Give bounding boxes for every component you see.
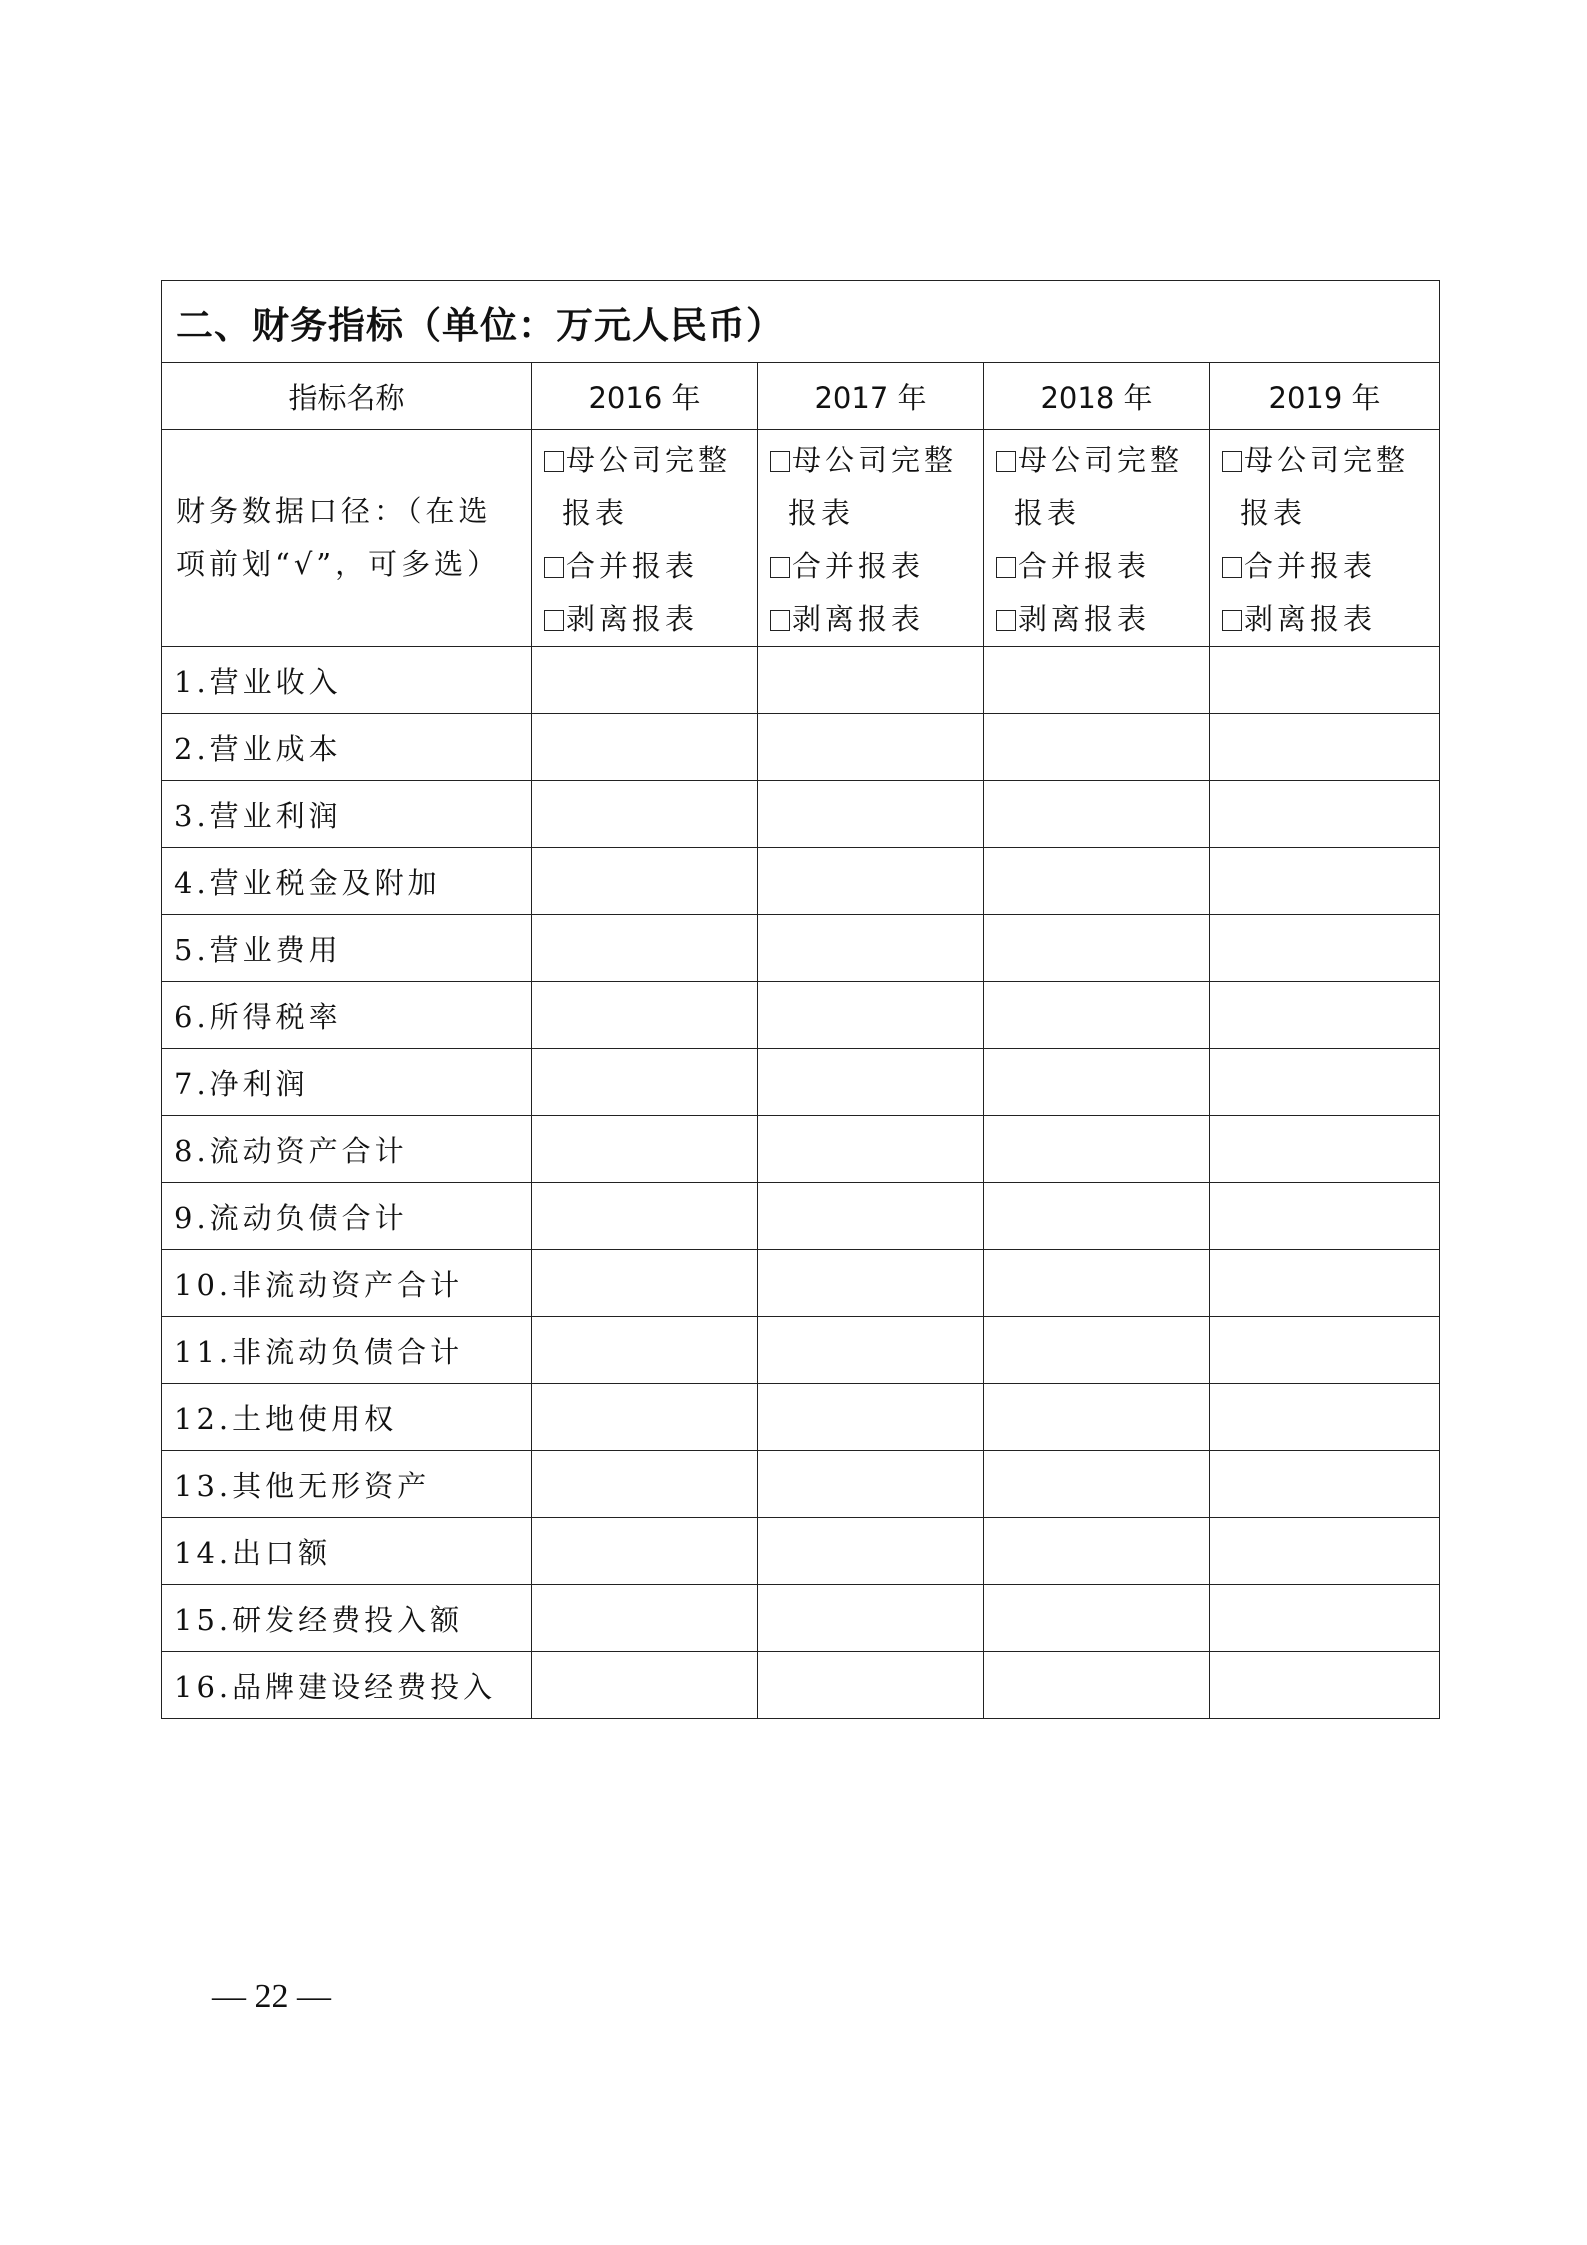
table-row [162, 1116, 1440, 1183]
value-cell-2016[interactable] [532, 1183, 758, 1250]
checkbox-consolidated[interactable] [1222, 557, 1242, 578]
table-row [162, 1183, 1440, 1250]
value-cell-2017[interactable] [758, 1049, 984, 1116]
checkbox-parent-company[interactable] [770, 451, 790, 472]
table-row [162, 1518, 1440, 1585]
option-carve-out[interactable] [544, 593, 753, 646]
value-cell-2016[interactable] [532, 848, 758, 915]
indicator-label: 6.所得税率 [162, 982, 532, 1049]
table-row [162, 781, 1440, 848]
table-row [162, 982, 1440, 1049]
value-cell-2019[interactable] [1210, 1183, 1440, 1250]
value-cell-2019[interactable] [1210, 848, 1440, 915]
table-row [162, 1250, 1440, 1317]
header-year-2019: 2019 年 [1210, 363, 1440, 430]
indicator-label: 3.营业利润 [162, 781, 532, 848]
indicator-label: 5.营业费用 [162, 915, 532, 982]
indicator-label: 12.土地使用权 [162, 1384, 532, 1451]
value-cell-2018[interactable] [984, 1116, 1210, 1183]
value-cell-2019[interactable] [1210, 915, 1440, 982]
option-label: 合并报表 [792, 549, 925, 583]
indicator-label: 11.非流动负债合计 [162, 1317, 532, 1384]
checkbox-carve-out[interactable] [770, 610, 790, 631]
indicator-rows [162, 647, 1440, 1719]
indicator-label: 9.流动负债合计 [162, 1183, 532, 1250]
table-row [162, 1585, 1440, 1652]
value-cell-2016[interactable] [532, 1049, 758, 1116]
value-cell-2016[interactable] [532, 1384, 758, 1451]
value-cell-2018[interactable] [984, 982, 1210, 1049]
value-cell-2017[interactable] [758, 1317, 984, 1384]
option-parent-company-full[interactable] [996, 434, 1205, 487]
option-label: 母公司完整 [1244, 443, 1410, 477]
option-consolidated[interactable] [770, 540, 979, 593]
value-cell-2017[interactable] [758, 915, 984, 982]
value-cell-2016[interactable] [532, 1451, 758, 1518]
indicator-label: 14.出口额 [162, 1518, 532, 1585]
checkbox-parent-company[interactable] [996, 451, 1016, 472]
value-cell-2017[interactable] [758, 1585, 984, 1652]
scope-options-2019 [1210, 430, 1440, 647]
value-cell-2019[interactable] [1210, 1451, 1440, 1518]
header-year-2018: 2018 年 [984, 363, 1210, 430]
value-cell-2017[interactable] [758, 1451, 984, 1518]
data-scope-label-line: 项前划“√”，可多选） [176, 547, 501, 581]
value-cell-2017[interactable] [758, 1384, 984, 1451]
value-cell-2019[interactable] [1210, 1652, 1440, 1719]
checkbox-parent-company[interactable] [544, 451, 564, 472]
option-label-continued: 报表 [788, 496, 855, 530]
value-cell-2019[interactable] [1210, 647, 1440, 714]
option-parent-company-full[interactable] [1222, 434, 1435, 487]
table-row [162, 915, 1440, 982]
page-number: — 22 — [212, 1978, 331, 2015]
checkbox-carve-out[interactable] [1222, 610, 1242, 631]
value-cell-2016[interactable] [532, 1250, 758, 1317]
indicator-label: 4.营业税金及附加 [162, 848, 532, 915]
value-cell-2016[interactable] [532, 1518, 758, 1585]
indicator-label: 16.品牌建设经费投入 [162, 1652, 532, 1719]
option-label: 母公司完整 [792, 443, 958, 477]
value-cell-2016[interactable] [532, 714, 758, 781]
value-cell-2018[interactable] [984, 848, 1210, 915]
value-cell-2019[interactable] [1210, 1116, 1440, 1183]
indicator-label: 13.其他无形资产 [162, 1451, 532, 1518]
scope-options-2017 [758, 430, 984, 647]
value-cell-2016[interactable] [532, 915, 758, 982]
option-carve-out[interactable] [996, 593, 1205, 646]
value-cell-2016[interactable] [532, 647, 758, 714]
checkbox-consolidated[interactable] [996, 557, 1016, 578]
option-label: 剥离报表 [566, 602, 699, 636]
option-parent-company-full[interactable] [544, 434, 753, 487]
option-label: 剥离报表 [1244, 602, 1377, 636]
value-cell-2018[interactable] [984, 1451, 1210, 1518]
option-label-continued: 报表 [1240, 496, 1307, 530]
value-cell-2017[interactable] [758, 1250, 984, 1317]
option-label: 合并报表 [1244, 549, 1377, 583]
option-label: 母公司完整 [1018, 443, 1184, 477]
table-row [162, 714, 1440, 781]
option-label: 母公司完整 [566, 443, 732, 477]
table-row [162, 647, 1440, 714]
value-cell-2017[interactable] [758, 1518, 984, 1585]
checkbox-carve-out[interactable] [544, 610, 564, 631]
table-title: 二、财务指标（单位：万元人民币） [162, 281, 1440, 363]
value-cell-2018[interactable] [984, 1384, 1210, 1451]
option-label: 合并报表 [566, 549, 699, 583]
value-cell-2019[interactable] [1210, 714, 1440, 781]
value-cell-2018[interactable] [984, 1183, 1210, 1250]
value-cell-2019[interactable] [1210, 781, 1440, 848]
value-cell-2016[interactable] [532, 1116, 758, 1183]
option-label-continued: 报表 [562, 496, 629, 530]
option-label: 合并报表 [1018, 549, 1151, 583]
header-year-2016: 2016 年 [532, 363, 758, 430]
data-scope-row [162, 430, 1440, 647]
table-row [162, 1384, 1440, 1451]
option-label: 剥离报表 [792, 602, 925, 636]
value-cell-2019[interactable] [1210, 1317, 1440, 1384]
value-cell-2019[interactable] [1210, 982, 1440, 1049]
option-consolidated[interactable] [1222, 540, 1435, 593]
value-cell-2016[interactable] [532, 1317, 758, 1384]
value-cell-2017[interactable] [758, 848, 984, 915]
table-row [162, 1451, 1440, 1518]
table-title-row [162, 281, 1440, 363]
table-row [162, 1317, 1440, 1384]
value-cell-2017[interactable] [758, 1116, 984, 1183]
checkbox-carve-out[interactable] [996, 610, 1016, 631]
value-cell-2016[interactable] [532, 1652, 758, 1719]
value-cell-2018[interactable] [984, 781, 1210, 848]
table-row [162, 1652, 1440, 1719]
value-cell-2018[interactable] [984, 1585, 1210, 1652]
financial-indicators-table [161, 280, 1440, 1719]
value-cell-2017[interactable] [758, 781, 984, 848]
value-cell-2019[interactable] [1210, 1049, 1440, 1116]
value-cell-2018[interactable] [984, 714, 1210, 781]
option-carve-out[interactable] [770, 593, 979, 646]
option-carve-out[interactable] [1222, 593, 1435, 646]
value-cell-2019[interactable] [1210, 1585, 1440, 1652]
value-cell-2018[interactable] [984, 1250, 1210, 1317]
table-row [162, 848, 1440, 915]
checkbox-parent-company[interactable] [1222, 451, 1242, 472]
option-parent-company-full[interactable] [770, 434, 979, 487]
value-cell-2018[interactable] [984, 1317, 1210, 1384]
option-consolidated[interactable] [544, 540, 753, 593]
value-cell-2017[interactable] [758, 647, 984, 714]
value-cell-2017[interactable] [758, 714, 984, 781]
value-cell-2017[interactable] [758, 982, 984, 1049]
value-cell-2019[interactable] [1210, 1250, 1440, 1317]
option-label: 剥离报表 [1018, 602, 1151, 636]
indicator-label: 8.流动资产合计 [162, 1116, 532, 1183]
option-consolidated[interactable] [996, 540, 1205, 593]
option-label-continued: 报表 [1014, 496, 1081, 530]
header-indicator-name: 指标名称 [162, 363, 532, 430]
value-cell-2016[interactable] [532, 781, 758, 848]
value-cell-2018[interactable] [984, 1652, 1210, 1719]
value-cell-2017[interactable] [758, 1652, 984, 1719]
table-row [162, 1049, 1440, 1116]
value-cell-2018[interactable] [984, 915, 1210, 982]
value-cell-2016[interactable] [532, 1585, 758, 1652]
value-cell-2016[interactable] [532, 982, 758, 1049]
value-cell-2019[interactable] [1210, 1518, 1440, 1585]
table-header-row [162, 363, 1440, 430]
data-scope-label-line: 财务数据口径：（在选 [176, 494, 492, 528]
indicator-label: 7.净利润 [162, 1049, 532, 1116]
scope-options-2018 [984, 430, 1210, 647]
value-cell-2019[interactable] [1210, 1384, 1440, 1451]
value-cell-2018[interactable] [984, 1518, 1210, 1585]
indicator-label: 15.研发经费投入额 [162, 1585, 532, 1652]
scope-options-2016 [532, 430, 758, 647]
indicator-label: 1.营业收入 [162, 647, 532, 714]
value-cell-2018[interactable] [984, 647, 1210, 714]
data-scope-label [162, 430, 532, 647]
checkbox-consolidated[interactable] [770, 557, 790, 578]
value-cell-2017[interactable] [758, 1183, 984, 1250]
header-year-2017: 2017 年 [758, 363, 984, 430]
checkbox-consolidated[interactable] [544, 557, 564, 578]
indicator-label: 10.非流动资产合计 [162, 1250, 532, 1317]
indicator-label: 2.营业成本 [162, 714, 532, 781]
value-cell-2018[interactable] [984, 1049, 1210, 1116]
